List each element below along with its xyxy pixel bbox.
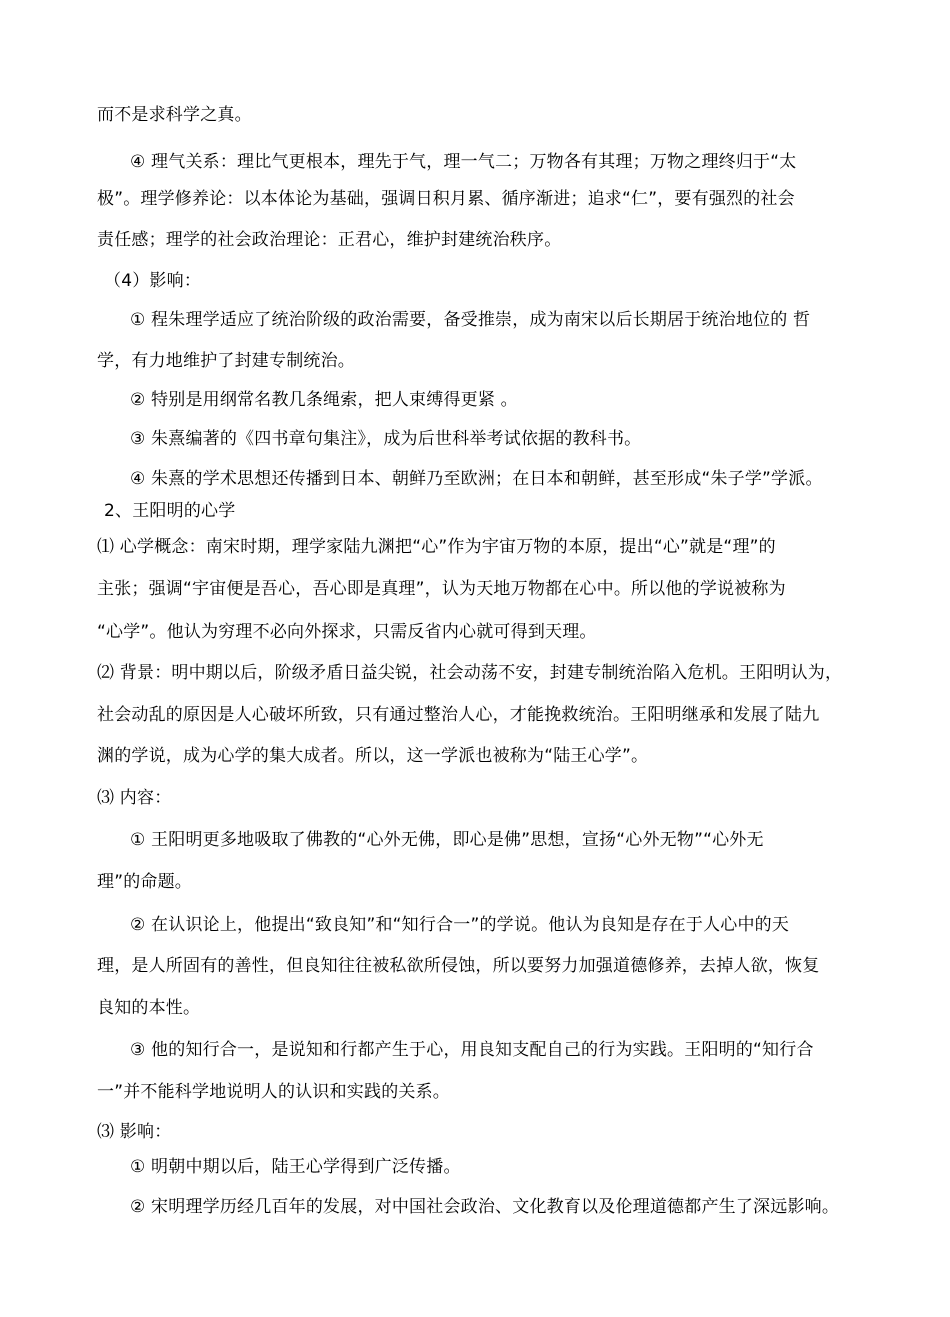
text-line: 理”的命题。 [97, 872, 193, 892]
text-line: 一”并不能科学地说明人的认识和实践的关系。 [97, 1082, 451, 1102]
text-line: 极”。理学修养论：以本体论为基础，强调日积月累、循序渐进；追求“仁”，要有强烈的社会 [97, 189, 795, 209]
text-line: 学，有力地维护了封建专制统治。 [97, 351, 355, 371]
section-heading: 2、王阳明的心学 [104, 501, 236, 521]
text-line: 良知的本性。 [97, 998, 201, 1018]
text-line: 渊的学说，成为心学的集大成者。所以，这一学派也被称为“陆王心学”。 [97, 746, 649, 766]
text-line: ① 明朝中期以后，陆王心学得到广泛传播。 [130, 1157, 461, 1177]
text-line: “心学”。他认为穷理不必向外探求，只需反省内心就可得到天理。 [97, 622, 597, 642]
text-line: ② 在认识论上，他提出“致良知”和“知行合一”的学说。他认为良知是存在于人心中的天 [130, 915, 790, 935]
text-line: ④ 理气关系：理比气更根本，理先于气，理一气二；万物各有其理；万物之理终归于“太 [130, 152, 797, 172]
text-line: ① 王阳明更多地吸取了佛教的“心外无佛，即心是佛”思想，宣扬“心外无物”“心外无 [130, 830, 764, 850]
text-line: ⑴ 心学概念：南宋时期，理学家陆九渊把“心”作为宇宙万物的本原，提出“心”就是“理”的 [97, 537, 776, 557]
text-line: ② 特别是用纲常名教几条绳索，把人束缚得更紧 。 [130, 390, 518, 410]
text-line: 而不是求科学之真。 [97, 105, 252, 125]
text-line: ① 程朱理学适应了统治阶级的政治需要，备受推崇，成为南宋以后长期居于统治地位的 哲 [130, 310, 811, 330]
text-line: ③ 朱熹编著的《四书章句集注》，成为后世科举考试依据的教科书。 [130, 429, 642, 449]
text-line: ④ 朱熹的学术思想还传播到日本、朝鲜乃至欧洲；在日本和朝鲜，甚至形成“朱子学”学派。 [130, 469, 823, 489]
text-line: ② 宋明理学历经几百年的发展，对中国社会政治、文化教育以及伦理道德都产生了深远影响。 [130, 1197, 840, 1217]
text-line: ③ 他的知行合一，是说知和行都产生于心，用良知支配自己的行为实践。王阳明的“知行合 [130, 1040, 814, 1060]
section-heading: （4）影响： [104, 271, 202, 291]
text-line: 主张；强调“宇宙便是吾心，吾心即是真理”，认为天地万物都在心中。所以他的学说被称为 [97, 579, 786, 599]
text-line: 社会动乱的原因是人心破坏所致，只有通过整治人心，才能挽救统治。王阳明继承和发展了陆九 [97, 705, 820, 725]
text-line: 理，是人所固有的善性，但良知往往被私欲所侵蚀，所以要努力加强道德修养，去掉人欲，恢复 [97, 956, 820, 976]
section-heading: ⑶ 内容： [97, 788, 172, 808]
section-heading: ⑶ 影响： [97, 1122, 172, 1142]
text-line: 责任感；理学的社会政治理论：正君心，维护封建统治秩序。 [97, 230, 562, 250]
text-line: ⑵ 背景：明中期以后，阶级矛盾日益尖锐，社会动荡不安，封建专制统治陷入危机。王阳明认为， [97, 663, 843, 683]
